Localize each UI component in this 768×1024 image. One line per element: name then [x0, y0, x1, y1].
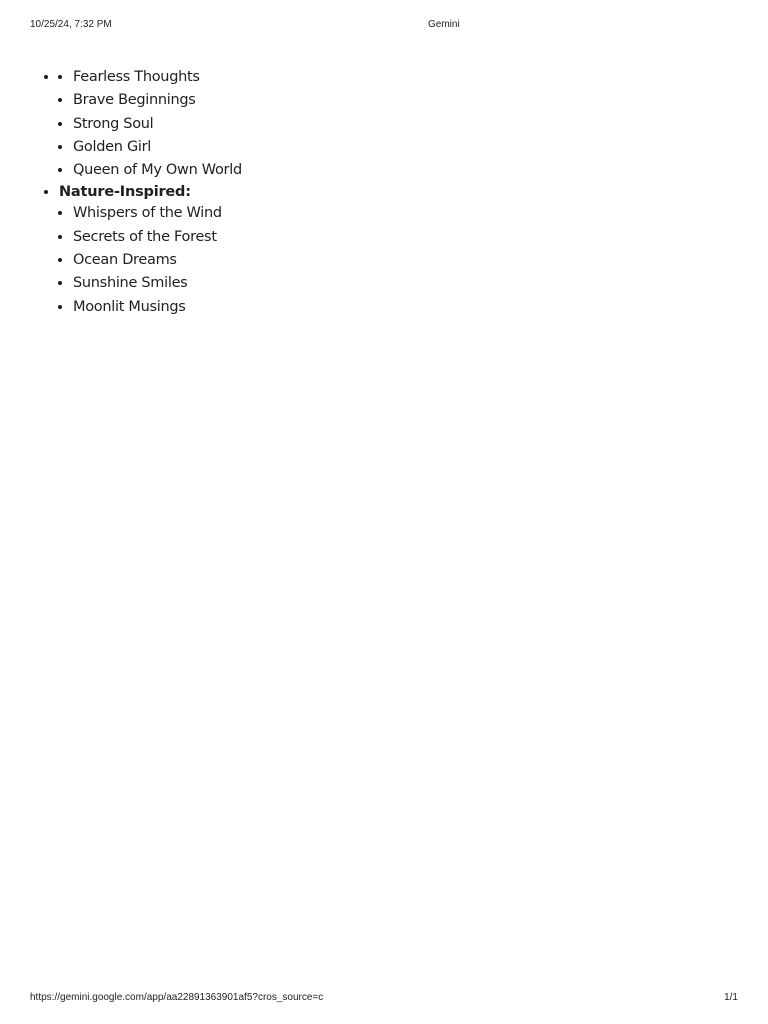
- page-number: 1/1: [724, 992, 738, 1003]
- section-heading: Nature-Inspired:: [59, 184, 191, 201]
- list-item: • Secrets of the Forest: [73, 226, 768, 249]
- list-item: • • Fearless Thoughts: [73, 66, 768, 89]
- list-item: • Brave Beginnings: [73, 89, 768, 112]
- print-header: [0, 19, 768, 33]
- list-item: • Ocean Dreams: [73, 249, 768, 272]
- list-item: • Golden Girl: [73, 136, 768, 159]
- print-date: 10/25/24, 7:32 PM: [30, 19, 112, 30]
- print-title: Gemini: [428, 19, 460, 30]
- inner-list-1: [59, 66, 768, 182]
- inner-list-2: [59, 202, 768, 318]
- list-item: • Queen of My Own World: [73, 159, 768, 182]
- empty-bullet-spacer: [59, 42, 768, 66]
- print-url: https://gemini.google.com/app/aa22891363901af5?cros_source=c: [30, 992, 324, 1003]
- list-item-empty: [59, 42, 768, 182]
- list-item: • Sunshine Smiles: [73, 272, 768, 295]
- document-content: [0, 42, 768, 319]
- list-item: • Whispers of the Wind: [73, 202, 768, 225]
- list-item: • Moonlit Musings: [73, 296, 768, 319]
- outer-list: [0, 42, 768, 319]
- list-item: • Strong Soul: [73, 113, 768, 136]
- print-footer: [0, 992, 768, 1006]
- list-item-section-nature: [59, 182, 768, 318]
